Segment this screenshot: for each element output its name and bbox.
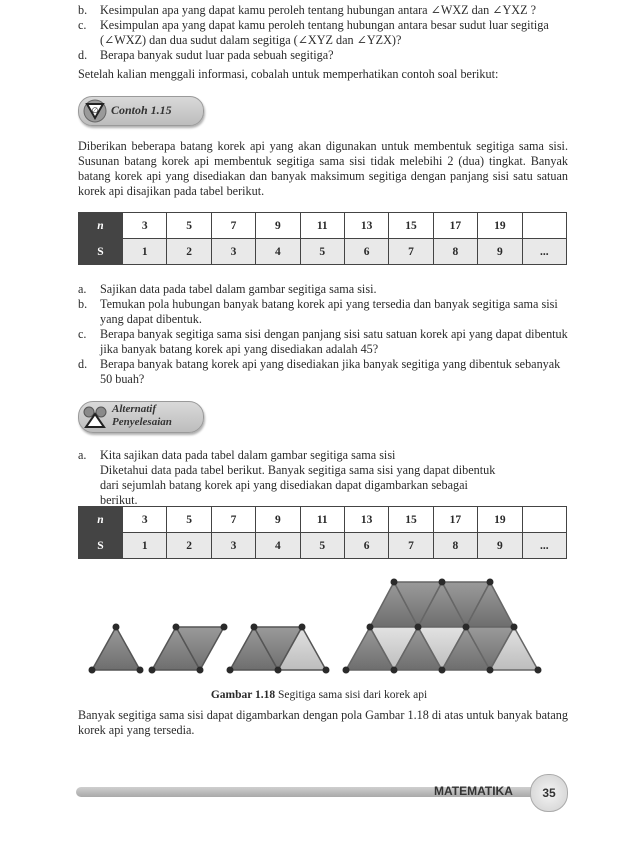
page-number: 35 — [530, 774, 568, 812]
table-cell: 3 — [211, 239, 255, 265]
solution-badge — [78, 401, 204, 433]
table-cell — [522, 507, 566, 533]
solution-badge-icon — [83, 405, 107, 434]
table-cell: ... — [522, 533, 566, 559]
table-cell: 11 — [300, 213, 344, 239]
data-table-1 — [78, 212, 567, 265]
list-text: Berapa banyak batang korek api yang disediakan jika banyak segitiga yang dibentuk sebanyak 50 buah? — [100, 357, 561, 386]
table-header-cell: n — [79, 507, 123, 533]
table-cell: 1 — [123, 239, 167, 265]
table-cell: 5 — [167, 507, 211, 533]
list-label: a. — [78, 448, 87, 462]
table-cell: 3 — [211, 533, 255, 559]
matchstick-triangles-figure — [80, 570, 570, 680]
intro-text: Setelah kalian menggali informasi, cobalah untuk memperhatikan contoh soal berikut: — [78, 67, 499, 81]
table-cell: 15 — [389, 213, 433, 239]
triangle-group-1 — [89, 624, 144, 674]
figure-caption — [0, 689, 638, 701]
table-cell: 8 — [433, 533, 477, 559]
solution-badge-line1: Alternatif — [112, 403, 157, 415]
triangle-group-4 — [343, 579, 542, 674]
table-cell: 5 — [300, 239, 344, 265]
table-cell: 17 — [433, 213, 477, 239]
table-cell: 5 — [167, 213, 211, 239]
list-text: Berapa banyak sudut luar pada sebuah segitiga? — [100, 48, 334, 62]
conclusion-text: Banyak segitiga sama sisi dapat digambarkan dengan pola Gambar 1.18 di atas untuk banyak batang korek api yang tersedia. — [78, 708, 568, 737]
list-label: b. — [78, 3, 88, 17]
triangle-badge-icon — [83, 99, 107, 128]
table-cell: 7 — [389, 239, 433, 265]
table-cell: 9 — [478, 533, 522, 559]
footer-subject: MATEMATIKA — [434, 784, 513, 798]
table-cell: 15 — [389, 507, 433, 533]
table-cell: 9 — [256, 507, 300, 533]
svg-text:∅: ∅ — [91, 106, 99, 115]
figure-caption-number: Gambar 1.18 — [210, 689, 276, 701]
table-cell: 2 — [167, 533, 211, 559]
table-cell: 19 — [478, 507, 522, 533]
list-label: d. — [78, 48, 88, 62]
list-label: a. — [78, 282, 87, 296]
table-cell: 3 — [123, 213, 167, 239]
list-label: c. — [78, 18, 87, 32]
table-cell: ... — [522, 239, 566, 265]
table-cell: 19 — [478, 213, 522, 239]
triangle-group-3 — [227, 624, 330, 674]
table-cell: 13 — [344, 507, 388, 533]
list-text: Kesimpulan apa yang dapat kamu peroleh tentang hubungan antara besar sudut luar segitiga (∠WXZ) dan dua sudut dalam segitiga (∠XYZ dan ∠YZX)? — [100, 18, 549, 47]
solution-badge-line2: Penyelesaian — [112, 416, 172, 428]
table-header-cell: n — [79, 213, 123, 239]
list-text: Berapa banyak segitiga sama sisi dengan panjang sisi satu satuan korek api yang dapat dibentuk jika banyak batang korek api yang disediakan adalah 45? — [100, 327, 568, 356]
table-cell: 7 — [389, 533, 433, 559]
table-cell: 17 — [433, 507, 477, 533]
figure-caption-text: Segitiga sama sisi dari korek api — [275, 689, 428, 701]
table-cell: 4 — [256, 239, 300, 265]
list-label: b. — [78, 297, 88, 311]
list-text: Kesimpulan apa yang dapat kamu peroleh tentang hubungan antara ∠WXZ dan ∠YXZ ? — [100, 3, 537, 17]
table-row — [79, 239, 567, 265]
table-row — [79, 533, 567, 559]
list-label: d. — [78, 357, 88, 371]
list-label: c. — [78, 327, 87, 341]
answer-a-line1: Kita sajikan data pada tabel dalam gambar segitiga sama sisi — [100, 448, 396, 462]
problem-text: Diberikan beberapa batang korek api yang akan digunakan untuk membentuk segitiga sama sisi. Susunan batang korek api membentuk segitiga sama sisi tidak melebihi 2 (dua) tingkat. Banyak batang korek api yang disediakan dan banyak maksimum segitiga dengan panjang sisi satu satuan korek api disajikan pada tabel berikut. — [78, 139, 568, 198]
list-text: Temukan pola hubungan banyak batang korek api yang tersedia dan banyak segitiga sama sisi yang dapat dibentuk. — [100, 297, 558, 326]
table-cell: 3 — [123, 507, 167, 533]
list-text: Sajikan data pada tabel dalam gambar segitiga sama sisi. — [100, 282, 377, 296]
table-row — [79, 213, 567, 239]
table-cell: 2 — [167, 239, 211, 265]
table-row — [79, 507, 567, 533]
table-cell: 6 — [344, 239, 388, 265]
example-badge — [78, 96, 204, 126]
table-cell: 7 — [211, 507, 255, 533]
table-cell: 5 — [300, 533, 344, 559]
table-cell: 9 — [256, 213, 300, 239]
table-cell: 9 — [478, 239, 522, 265]
answer-a-line2: Diketahui data pada tabel berikut. Banyak segitiga sama sisi yang dapat dibentuk dari sejumlah batang korek api yang disediakan dapat digambarkan sebagai berikut. — [100, 463, 496, 507]
table-header-cell: S — [79, 239, 123, 265]
table-cell — [522, 213, 566, 239]
table-cell: 6 — [344, 533, 388, 559]
triangle-group-2 — [149, 624, 228, 674]
table-cell: 7 — [211, 213, 255, 239]
table-cell: 8 — [433, 239, 477, 265]
table-header-cell: S — [79, 533, 123, 559]
table-cell: 11 — [300, 507, 344, 533]
table-cell: 1 — [123, 533, 167, 559]
example-badge-label: Contoh 1.15 — [111, 103, 172, 117]
table-cell: 4 — [256, 533, 300, 559]
table-cell: 13 — [344, 213, 388, 239]
data-table-2 — [78, 506, 567, 559]
